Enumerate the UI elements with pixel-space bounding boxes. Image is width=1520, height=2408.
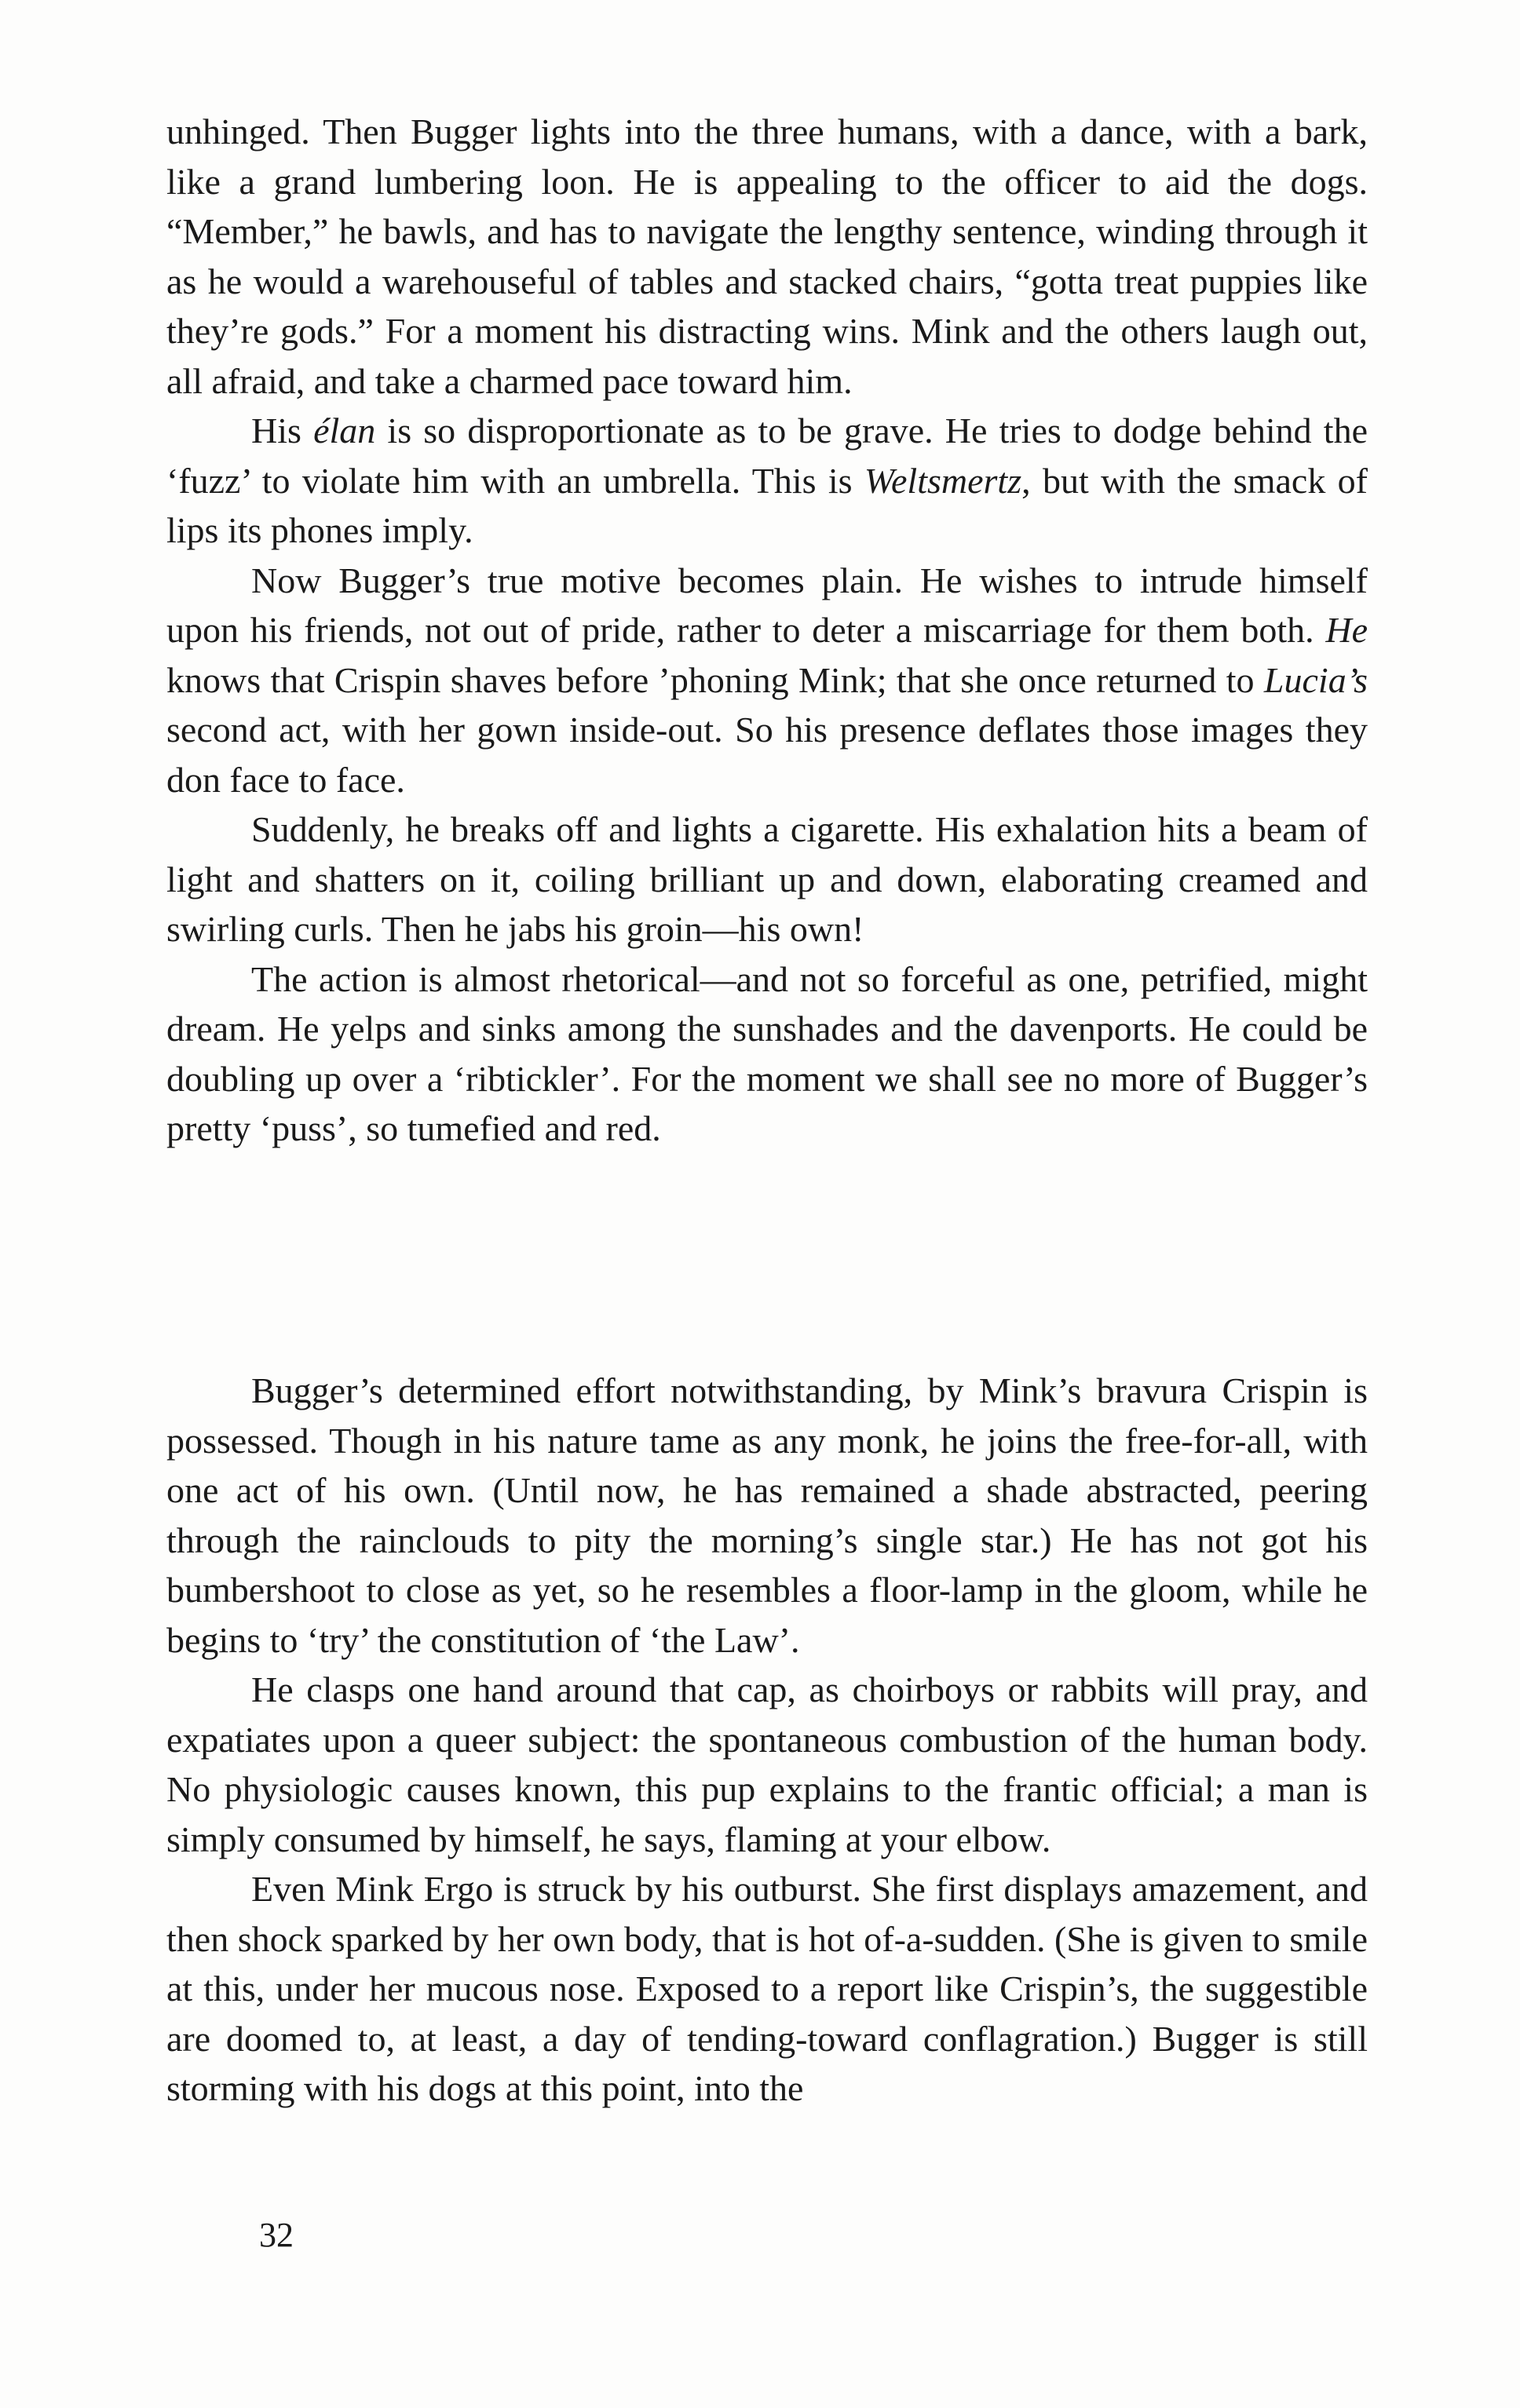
paragraph: Now Bugger’s true motive becomes plain. He wishes to intrude himself upon his friends, not out of pride, rather to deter a miscarriage for them both. He knows that Crispin shaves before ’phoning Mink; that she once returned to Lucia’s second act, with her gown inside-out. So his presence deflates those images they don face to face. [166,560,1368,800]
paragraph: Suddenly, he breaks off and lights a cigarette. His exhalation hits a beam of light and shatters on it, coiling brilliant up and down, elaborating creamed and swirling curls. Then he jabs his groin—his own! [166,809,1368,949]
paragraph: Even Mink Ergo is struck by his outburst. She first displays amazement, and then shock sparked by her own body, that is hot of-a-sudden. (She is given to smile at this, under her mucous nose. Exposed to a report like Crispin’s, the suggestible are doomed to, at least, a day of tending-toward conflagration.) Bugger is still storming with his dogs at this point, into the [166,1869,1368,2108]
paragraph: He clasps one hand around that cap, as choirboys or rabbits will pray, and expatiates upon a queer subject: the spontaneous combustion of the human body. No physiologic causes known, this pup explains to the frantic official; a man is simply consumed by himself, he says, flaming at your elbow. [166,1669,1368,1859]
paragraph: His élan is so disproportionate as to be grave. He tries to dodge behind the ‘fuzz’ to violate him with an umbrella. This is Weltsmertz, but with the smack of lips its phones imply. [166,410,1368,550]
paragraph: The action is almost rhetorical—and not so forceful as one, petrified, might dream. He yelps and sinks among the sunshades and the davenports. He could be doubling up over a ‘ribtickler’. For the moment we shall see no more of Bugger’s pretty ‘puss’, so tumefied and red. [166,958,1368,1148]
section-two-text [166,1366,1368,2114]
paragraph: Bugger’s determined effort notwithstanding, by Mink’s bravura Crispin is possessed. Though in his nature tame as any monk, he joins the free-for-all, with one act of his own. (Until now, he has remained a shade abstracted, peering through the rainclouds to pity the morning’s single star.) He has not got his bumbershoot to close as yet, so he resembles a floor-lamp in the gloom, while he begins to ‘try’ the constitution of ‘the Law’. [166,1370,1368,1660]
paragraph: unhinged. Then Bugger lights into the three humans, with a dance, with a bark, like a grand lumbering loon. He is appealing to the officer to aid the dogs. “Member,” he bawls, and has to navigate the lengthy sentence, winding through it as he would a warehouseful of tables and stacked chairs, “gotta treat puppies like they’re gods.” For a moment his distracting wins. Mink and the others laugh out, all afraid, and take a charmed pace toward him. [166,111,1368,401]
section-one-text [166,107,1368,1154]
page-number: 32 [259,2216,294,2254]
